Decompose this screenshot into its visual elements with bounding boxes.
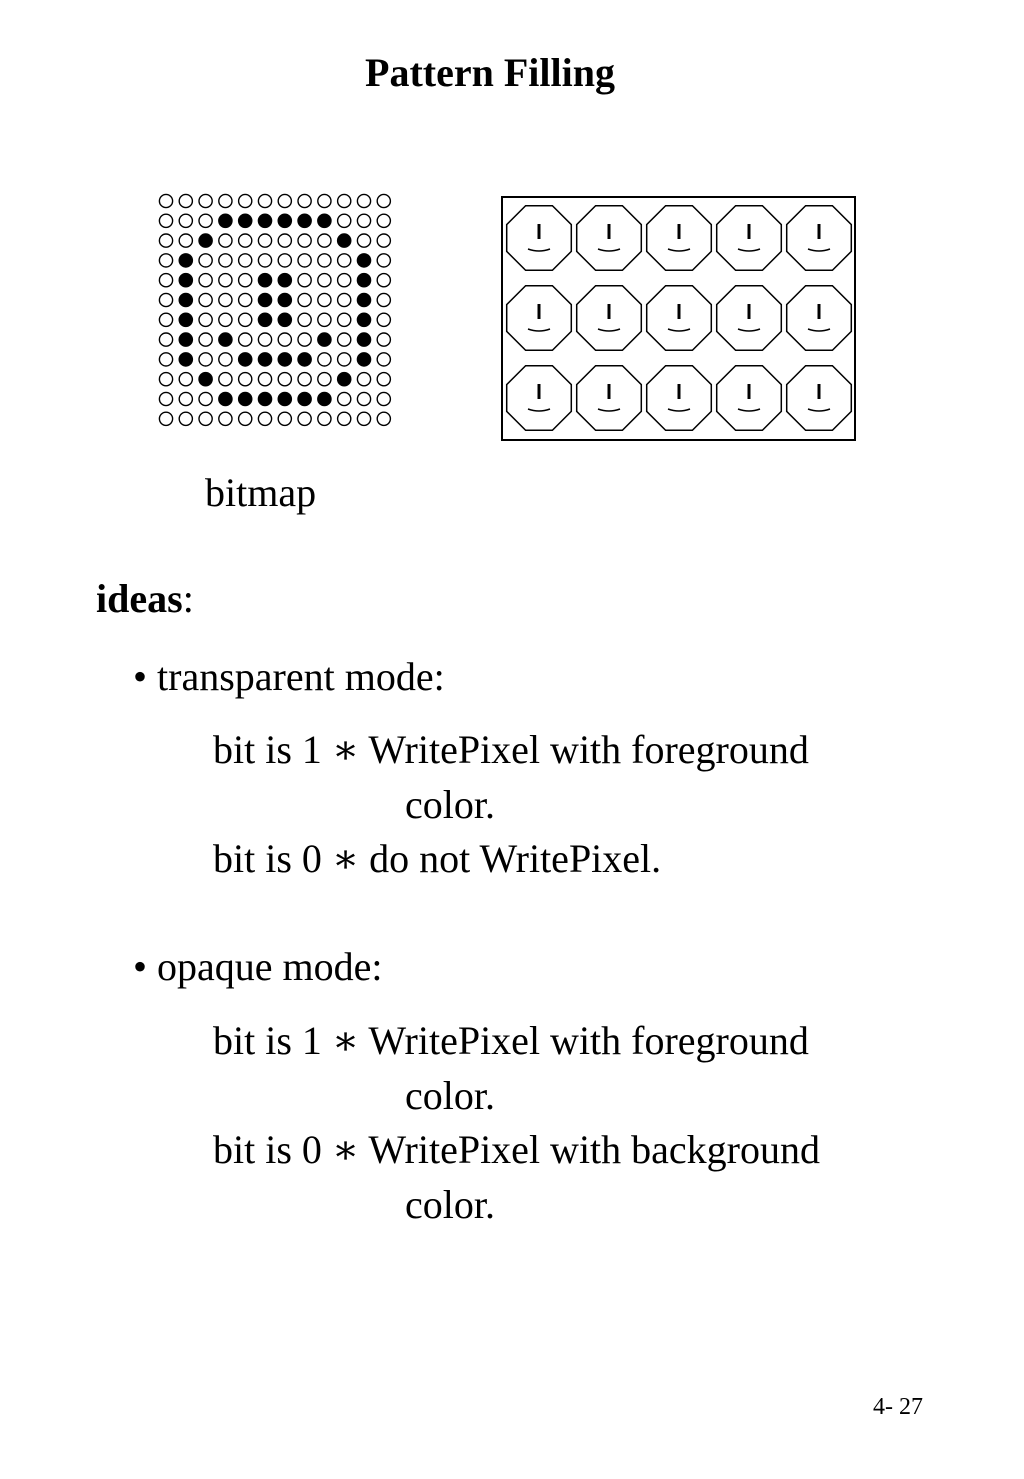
bitmap-pixel-on <box>258 392 271 405</box>
bitmap-pixel-on <box>258 293 271 306</box>
bitmap-pixel-on <box>239 353 252 366</box>
bitmap-pixel-off <box>199 412 212 425</box>
bitmap-pixel-off <box>338 293 351 306</box>
bitmap-pixel-off <box>338 313 351 326</box>
bitmap-pixel-on <box>179 274 192 287</box>
bitmap-caption: bitmap <box>205 470 317 515</box>
octagon-face-tile <box>577 366 642 431</box>
bitmap-pixel-off <box>318 412 331 425</box>
bitmap-pixel-on <box>258 353 271 366</box>
bitmap-pixel-on <box>239 214 252 227</box>
octagon-face-tile <box>507 366 572 431</box>
bitmap-pixel-off <box>338 333 351 346</box>
bitmap-pixel-off <box>377 214 390 227</box>
bitmap-pixel-off <box>179 373 192 386</box>
octagon-face-tile <box>717 206 782 271</box>
bitmap-pixel-off <box>298 254 311 267</box>
bitmap-pixel-on <box>318 333 331 346</box>
bitmap-pixel-off <box>357 373 370 386</box>
bitmap-pixel-off <box>239 412 252 425</box>
octagon-face-tile <box>717 286 782 351</box>
bitmap-pixel-on <box>239 392 252 405</box>
bitmap-pixel-off <box>278 234 291 247</box>
bitmap-pixel-on <box>179 293 192 306</box>
bitmap-pixel-off <box>258 234 271 247</box>
bitmap-pixel-off <box>377 353 390 366</box>
opaque-line-2: bit is 0 ∗ WritePixel with background <box>213 1127 820 1172</box>
bitmap-pixel-off <box>159 412 172 425</box>
octagon-face-tile <box>717 366 782 431</box>
bitmap-pixel-on <box>298 353 311 366</box>
opaque-line-2-cont: color. <box>405 1182 495 1227</box>
octagon-face-tile <box>647 286 712 351</box>
bitmap-pixel-on <box>278 214 291 227</box>
bitmap-pixel-on <box>357 274 370 287</box>
bitmap-pixel-off <box>179 234 192 247</box>
bitmap-pixel-on <box>219 392 232 405</box>
bitmap-pixel-off <box>318 234 331 247</box>
bitmap-pixel-on <box>199 234 212 247</box>
bitmap-pixel-off <box>219 412 232 425</box>
bitmap-pixel-off <box>258 333 271 346</box>
bitmap-pixel-off <box>298 234 311 247</box>
bitmap-pixel-off <box>258 412 271 425</box>
bitmap-pixel-off <box>357 214 370 227</box>
bitmap-pixel-off <box>199 194 212 207</box>
page-title: Pattern Filling <box>365 50 615 95</box>
bitmap-pixel-off <box>258 194 271 207</box>
bitmap-pixel-off <box>318 373 331 386</box>
octagon-face-tile <box>507 206 572 271</box>
bitmap-pixel-off <box>278 412 291 425</box>
bitmap-pixel-off <box>239 194 252 207</box>
octagon-face-tile <box>647 206 712 271</box>
bitmap-pixel-off <box>377 392 390 405</box>
bitmap-pixel-off <box>219 234 232 247</box>
bitmap-pixel-off <box>278 333 291 346</box>
bitmap-pixel-off <box>298 293 311 306</box>
bitmap-pixel-off <box>298 274 311 287</box>
transparent-line-2: bit is 0 ∗ do not WritePixel. <box>213 836 662 881</box>
bitmap-pixel-off <box>159 373 172 386</box>
bitmap-pixel-on <box>357 333 370 346</box>
bitmap-pixel-off <box>298 412 311 425</box>
bitmap-pixel-off <box>377 313 390 326</box>
bitmap-pixel-off <box>338 392 351 405</box>
bitmap-pixel-off <box>159 313 172 326</box>
bitmap-pixel-off <box>377 373 390 386</box>
bitmap-pixel-off <box>179 214 192 227</box>
page-number: 4- 27 <box>873 1394 923 1420</box>
bitmap-pixel-off <box>318 293 331 306</box>
bitmap-pixel-on <box>278 392 291 405</box>
bitmap-pixel-off <box>199 254 212 267</box>
bitmap-pixel-off <box>199 274 212 287</box>
opaque-line-1: bit is 1 ∗ WritePixel with foreground <box>213 1018 809 1063</box>
bitmap-pixel-off <box>239 333 252 346</box>
bitmap-pixel-off <box>219 254 232 267</box>
bitmap-pixel-off <box>258 254 271 267</box>
bitmap-pixel-on <box>318 214 331 227</box>
bitmap-pixel-on <box>357 293 370 306</box>
bitmap-grid <box>155 190 400 450</box>
bitmap-pixel-on <box>357 254 370 267</box>
bitmap-pixel-off <box>199 353 212 366</box>
ideas-colon: : <box>182 576 194 621</box>
bitmap-pixel-off <box>239 373 252 386</box>
bitmap-pixel-on <box>357 353 370 366</box>
bitmap-pixel-on <box>318 392 331 405</box>
bitmap-pixel-off <box>338 274 351 287</box>
bitmap-pixel-on <box>179 353 192 366</box>
bitmap-pixel-on <box>298 214 311 227</box>
bitmap-pixel-off <box>239 274 252 287</box>
bitmap-pixel-off <box>377 194 390 207</box>
bitmap-pixel-off <box>258 373 271 386</box>
bitmap-pixel-off <box>377 333 390 346</box>
bitmap-pixel-off <box>179 194 192 207</box>
bitmap-pixel-off <box>278 254 291 267</box>
bitmap-pixel-off <box>377 234 390 247</box>
bitmap-pixel-off <box>159 293 172 306</box>
bitmap-pixel-off <box>357 194 370 207</box>
bitmap-pixel-off <box>199 293 212 306</box>
bitmap-pixel-off <box>357 392 370 405</box>
octagon-face-tile <box>647 366 712 431</box>
bitmap-pixel-off <box>338 353 351 366</box>
bitmap-pixel-off <box>318 274 331 287</box>
bitmap-pixel-off <box>159 333 172 346</box>
bitmap-pixel-off <box>338 254 351 267</box>
octagon-face-tile <box>787 366 852 431</box>
bitmap-pixel-on <box>199 373 212 386</box>
transparent-line-1-cont: color. <box>405 782 495 827</box>
bitmap-pixel-on <box>219 333 232 346</box>
pattern-fill-area <box>500 195 860 445</box>
bitmap-pixel-off <box>159 194 172 207</box>
bitmap-pixel-on <box>258 214 271 227</box>
bitmap-pixel-off <box>239 254 252 267</box>
bitmap-pixel-on <box>179 313 192 326</box>
octagon-face-tile <box>787 286 852 351</box>
transparent-line-1: bit is 1 ∗ WritePixel with foreground <box>213 727 809 772</box>
bitmap-pixel-off <box>338 412 351 425</box>
bitmap-pixel-off <box>298 333 311 346</box>
bitmap-pixel-off <box>219 194 232 207</box>
bitmap-pixel-on <box>298 392 311 405</box>
bitmap-pixel-off <box>159 392 172 405</box>
bitmap-pixel-off <box>199 313 212 326</box>
bitmap-pixel-off <box>338 194 351 207</box>
bitmap-pixel-on <box>258 274 271 287</box>
bitmap-pixel-on <box>278 353 291 366</box>
bitmap-pixel-off <box>179 392 192 405</box>
bitmap-pixel-off <box>159 353 172 366</box>
bitmap-pixel-on <box>258 313 271 326</box>
bitmap-pixel-off <box>219 353 232 366</box>
bitmap-pixel-off <box>239 313 252 326</box>
transparent-mode-label: • transparent mode: <box>133 654 445 699</box>
bitmap-pixel-off <box>318 194 331 207</box>
bitmap-pixel-off <box>318 254 331 267</box>
octagon-face-tile <box>507 286 572 351</box>
bitmap-pixel-off <box>199 214 212 227</box>
bitmap-pixel-on <box>338 234 351 247</box>
bitmap-pixel-off <box>219 274 232 287</box>
bitmap-pixel-off <box>239 293 252 306</box>
bitmap-pixel-off <box>159 254 172 267</box>
bitmap-pixel-on <box>278 313 291 326</box>
bitmap-pixel-off <box>219 313 232 326</box>
octagon-face-tile <box>577 206 642 271</box>
bitmap-pixel-off <box>377 274 390 287</box>
bitmap-pixel-off <box>278 194 291 207</box>
bitmap-pixel-off <box>377 412 390 425</box>
ideas-heading-bold: ideas <box>96 576 183 621</box>
octagon-face-tile <box>787 206 852 271</box>
bitmap-pixel-off <box>298 313 311 326</box>
bitmap-pixel-on <box>278 293 291 306</box>
bitmap-pixel-off <box>219 373 232 386</box>
octagon-face-tile <box>577 286 642 351</box>
bitmap-pixel-off <box>159 274 172 287</box>
bitmap-pixel-on <box>219 214 232 227</box>
bitmap-pixel-off <box>338 214 351 227</box>
bitmap-pixel-off <box>278 373 291 386</box>
bitmap-pixel-off <box>199 392 212 405</box>
bitmap-pixel-off <box>298 373 311 386</box>
bitmap-pixel-on <box>338 373 351 386</box>
bitmap-pixel-off <box>377 254 390 267</box>
bitmap-pixel-off <box>159 214 172 227</box>
bitmap-pixel-off <box>318 313 331 326</box>
bitmap-pixel-off <box>357 412 370 425</box>
bitmap-pixel-on <box>179 333 192 346</box>
bitmap-pixel-on <box>357 313 370 326</box>
bitmap-pixel-off <box>318 353 331 366</box>
opaque-mode-label: • opaque mode: <box>133 944 383 989</box>
bitmap-pixel-on <box>278 274 291 287</box>
bitmap-pixel-off <box>199 333 212 346</box>
bitmap-pixel-off <box>377 293 390 306</box>
opaque-line-1-cont: color. <box>405 1073 495 1118</box>
bitmap-pixel-off <box>159 234 172 247</box>
bitmap-pixel-off <box>179 412 192 425</box>
bitmap-pixel-off <box>219 293 232 306</box>
bitmap-pixel-off <box>298 194 311 207</box>
bitmap-pixel-off <box>239 234 252 247</box>
ideas-heading <box>96 574 194 624</box>
bitmap-pixel-on <box>179 254 192 267</box>
bitmap-pixel-off <box>357 234 370 247</box>
